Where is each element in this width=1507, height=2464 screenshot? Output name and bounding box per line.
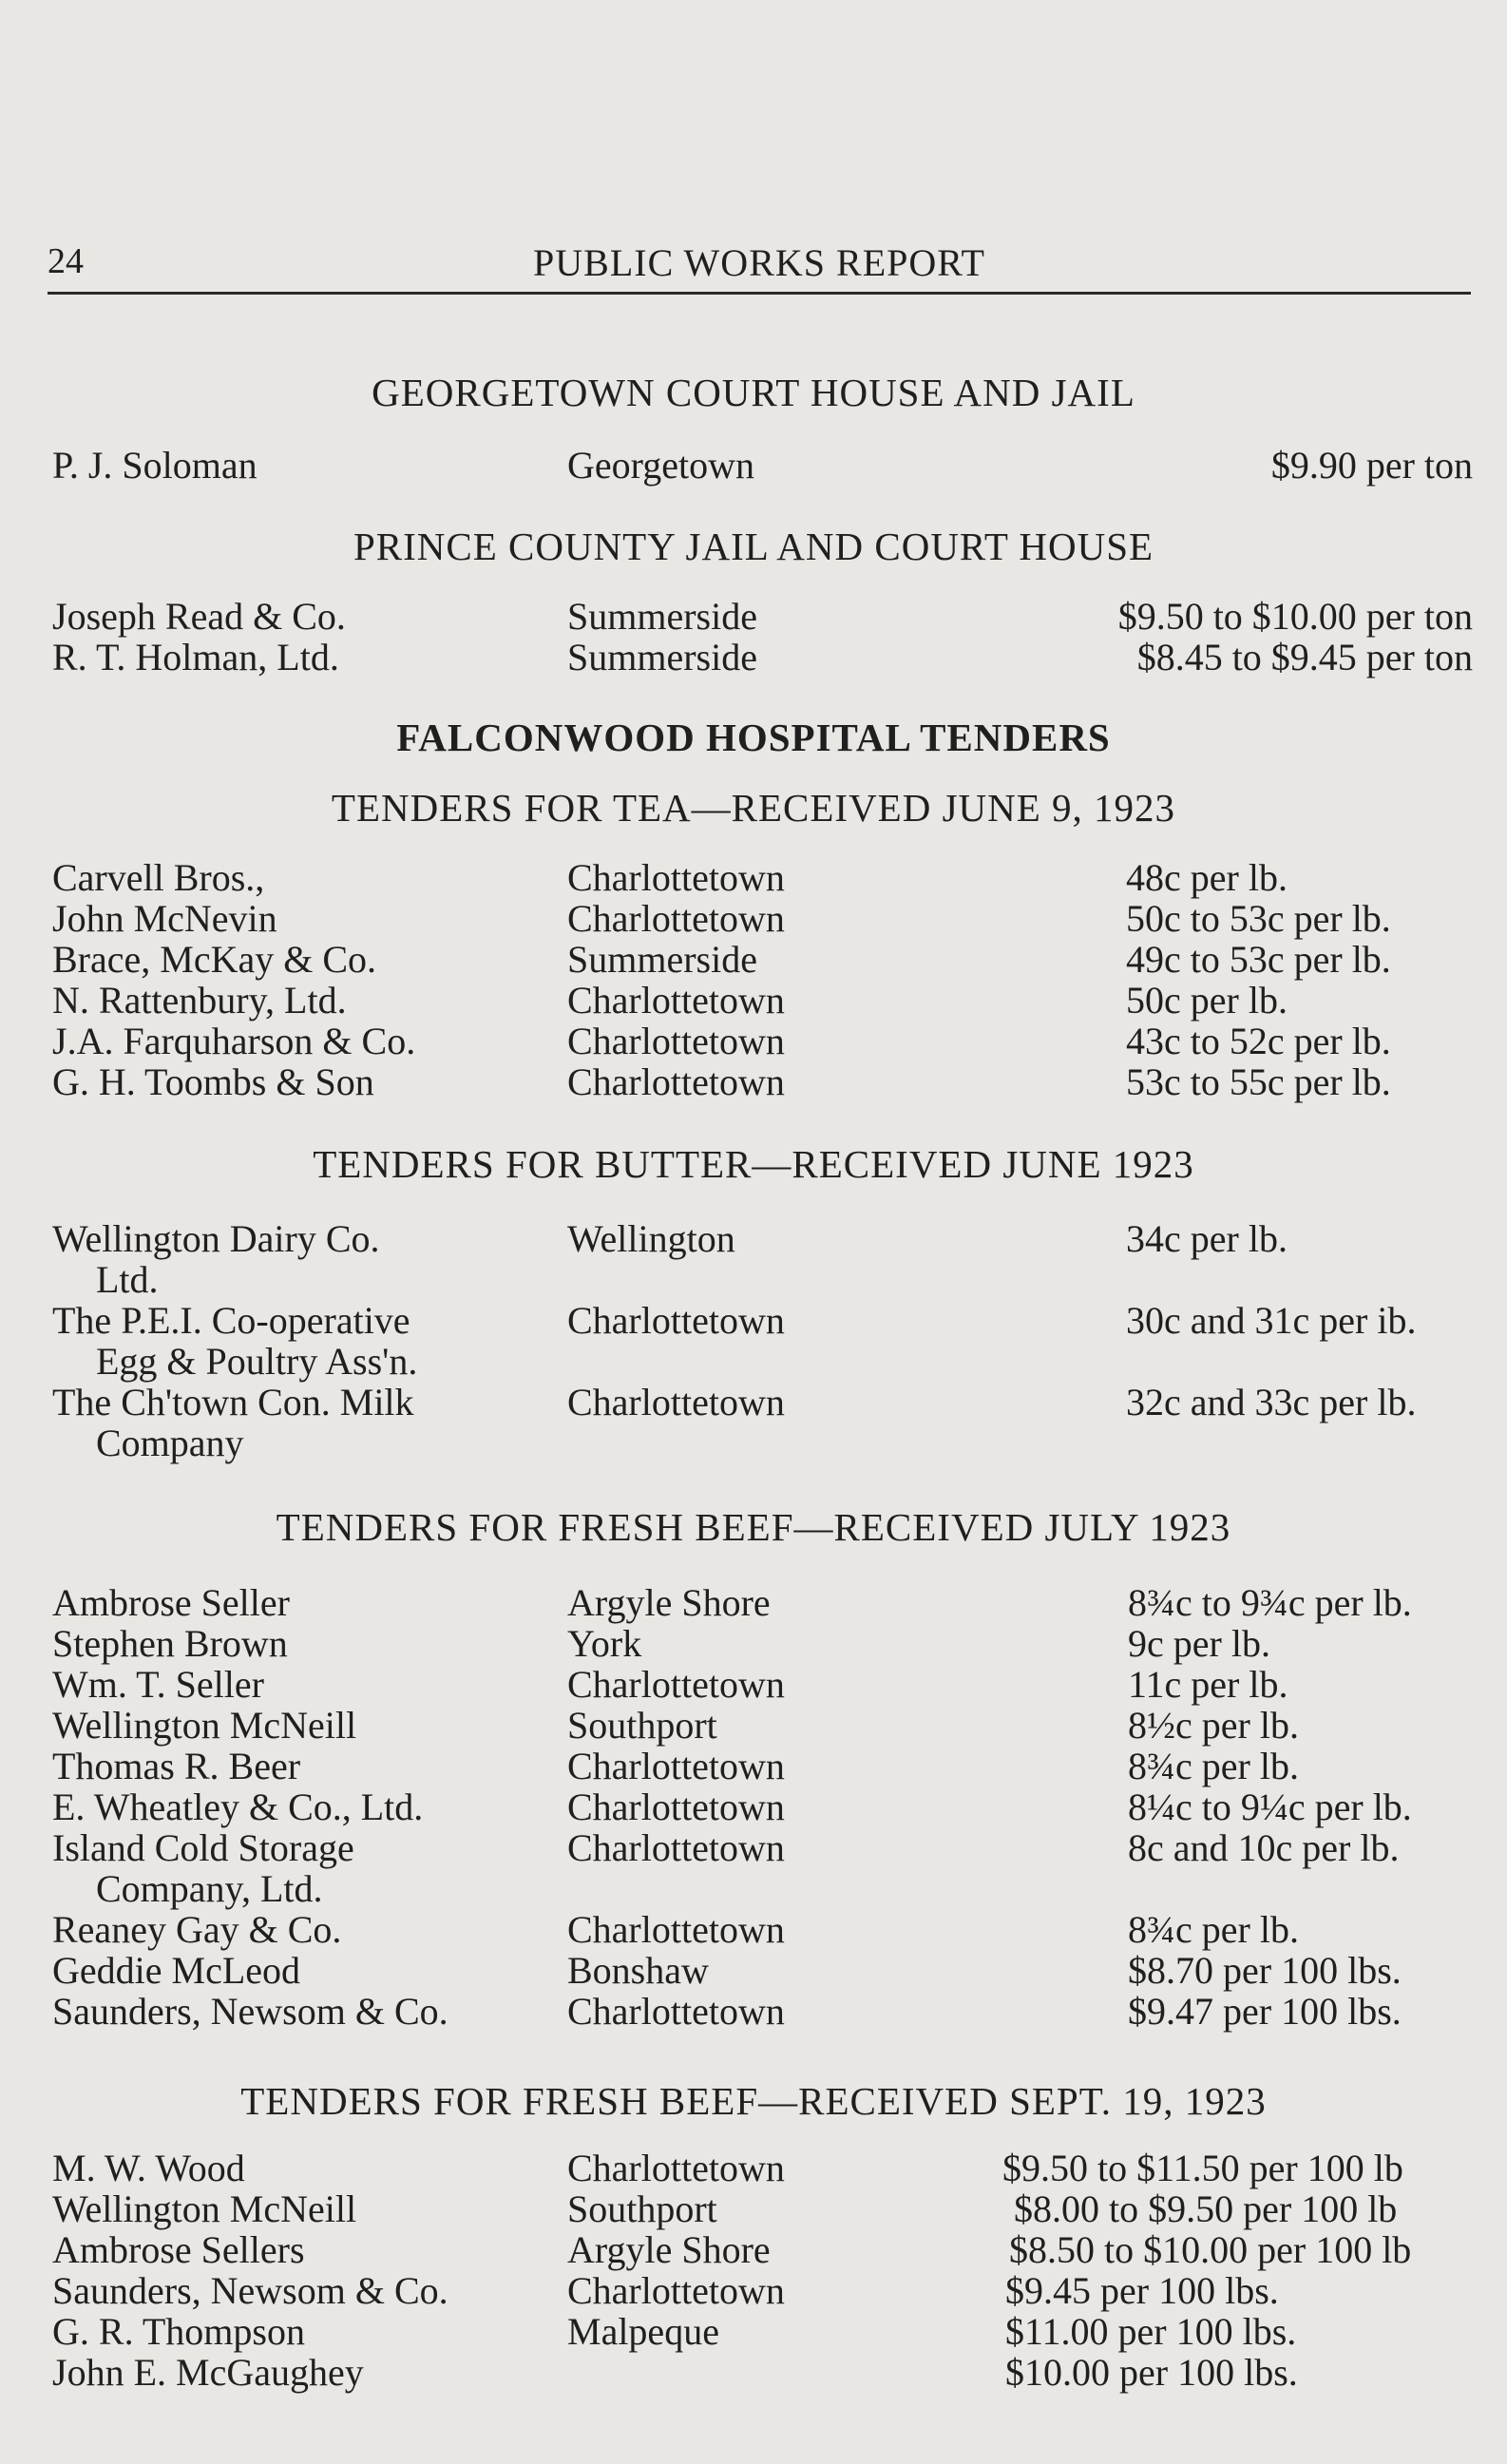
tenderer-place: Summerside	[567, 595, 757, 638]
tenderer-place: Charlottetown	[567, 2269, 785, 2312]
tenderer-name: Carvell Bros.,	[52, 856, 265, 899]
tender-price: 8¾c to 9¾c per lb.	[1128, 1581, 1412, 1624]
tenderer-place: Argyle Shore	[567, 2228, 771, 2271]
tender-price: 48c per lb.	[1126, 856, 1288, 899]
tender-price: 53c to 55c per lb.	[1126, 1060, 1391, 1103]
tenderer-name: Brace, McKay & Co.	[52, 938, 377, 981]
running-head: PUBLIC WORKS REPORT	[533, 241, 985, 284]
tenderer-place: Wellington	[567, 1217, 735, 1260]
section-heading: FALCONWOOD HOSPITAL TENDERS	[396, 716, 1111, 759]
tenderer-name: Ambrose Sellers	[52, 2228, 305, 2271]
tenderer-name: Wellington McNeill	[52, 2187, 357, 2230]
tenderer-name: The P.E.I. Co-operative Egg & Poultry Ass'n.	[52, 1299, 418, 1383]
section-georgetown	[0, 369, 1507, 416]
tenderer-name: R. T. Holman, Ltd.	[52, 636, 339, 678]
tenderer-name: G. R. Thompson	[52, 2310, 305, 2353]
tenderer-place: Charlottetown	[567, 1299, 785, 1342]
tenderer-name: Stephen Brown	[52, 1622, 288, 1665]
tenderer-name: Geddie McLeod	[52, 1949, 301, 1992]
tenderer-name: Island Cold Storage Company, Ltd.	[52, 1826, 354, 1910]
tenderer-name: Wellington McNeill	[52, 1704, 357, 1747]
tenderer-place: Charlottetown	[567, 1990, 785, 2033]
tenderer-name: Reaney Gay & Co.	[52, 1908, 342, 1951]
tender-price: 8c and 10c per lb.	[1128, 1826, 1400, 1869]
tenderer-name: J.A. Farquharson & Co.	[52, 1020, 416, 1062]
section-heading: TENDERS FOR FRESH BEEF—RECEIVED JULY 1923	[276, 1505, 1231, 1549]
section-heading: GEORGETOWN COURT HOUSE AND JAIL	[372, 371, 1135, 414]
tenderer-name: M. W. Wood	[52, 2147, 245, 2189]
tender-price: $9.50 to $10.00 per ton	[1117, 595, 1473, 638]
tender-price: $9.50 to $11.50 per 100 lb	[1002, 2147, 1403, 2189]
tender-price: 9c per lb.	[1128, 1622, 1270, 1665]
tenderer-name: Joseph Read & Co.	[52, 595, 346, 638]
tenderer-place: Malpeque	[567, 2310, 719, 2353]
section-heading: TENDERS FOR FRESH BEEF—RECEIVED SEPT. 19, 1923	[240, 2079, 1267, 2123]
tender-price: 8¾c per lb.	[1128, 1745, 1299, 1787]
tenderer-name: E. Wheatley & Co., Ltd.	[52, 1786, 424, 1828]
tenderer-place: Charlottetown	[567, 856, 785, 899]
tenderer-name: Ambrose Seller	[52, 1581, 290, 1624]
tender-price: 8¾c per lb.	[1128, 1908, 1299, 1951]
tenderer-place: Georgetown	[567, 444, 754, 487]
tenderer-place: Bonshaw	[567, 1949, 709, 1992]
tender-price: $11.00 per 100 lbs.	[1005, 2310, 1297, 2353]
tender-price: 43c to 52c per lb.	[1126, 1020, 1391, 1062]
tender-price: $10.00 per 100 lbs.	[1005, 2351, 1298, 2394]
tenderer-name: John McNevin	[52, 897, 277, 940]
tender-price: $9.90 per ton	[1270, 444, 1473, 487]
tenderer-name: Saunders, Newsom & Co.	[52, 1990, 448, 2033]
tender-price: $8.70 per 100 lbs.	[1128, 1949, 1402, 1992]
tender-price: 34c per lb.	[1126, 1217, 1288, 1260]
tenderer-place: York	[567, 1622, 642, 1665]
tenderer-place: Summerside	[567, 636, 757, 678]
tender-price: 49c to 53c per lb.	[1126, 938, 1391, 981]
tenderer-name: G. H. Toombs & Son	[52, 1060, 374, 1103]
tenderer-place: Charlottetown	[567, 1826, 785, 1869]
tender-price: 11c per lb.	[1128, 1663, 1288, 1706]
section-falconwood	[0, 714, 1507, 761]
tenderer-place: Argyle Shore	[567, 1581, 771, 1624]
header-rule	[48, 292, 1471, 295]
tenderer-place: Charlottetown	[567, 897, 785, 940]
tenderer-name: Wellington Dairy Co. Ltd.	[52, 1217, 380, 1301]
tenderer-name: John E. McGaughey	[52, 2351, 364, 2394]
tenderer-name: Saunders, Newsom & Co.	[52, 2269, 448, 2312]
section-heading: PRINCE COUNTY JAIL AND COURT HOUSE	[353, 525, 1154, 568]
section-tea	[0, 784, 1507, 831]
tenderer-place: Charlottetown	[567, 1745, 785, 1787]
tender-price: 50c per lb.	[1126, 979, 1288, 1022]
tenderer-place: Southport	[567, 1704, 717, 1747]
tender-price: $8.45 to $9.45 per ton	[1136, 636, 1473, 678]
tenderer-place: Charlottetown	[567, 1786, 785, 1828]
tender-price: $9.45 per 100 lbs.	[1005, 2269, 1279, 2312]
tender-price: 8½c per lb.	[1128, 1704, 1299, 1747]
tender-price: 50c to 53c per lb.	[1126, 897, 1391, 940]
tender-price: $8.00 to $9.50 per 100 lb	[1014, 2187, 1398, 2230]
section-beef-july	[0, 1503, 1507, 1551]
tenderer-place: Charlottetown	[567, 1663, 785, 1706]
tender-price: $9.47 per 100 lbs.	[1128, 1990, 1402, 2033]
tenderer-place: Charlottetown	[567, 1908, 785, 1951]
page-header	[48, 240, 1471, 297]
tenderer-name: Thomas R. Beer	[52, 1745, 301, 1787]
page-number: 24	[48, 241, 84, 281]
tenderer-place: Charlottetown	[567, 979, 785, 1022]
section-heading: TENDERS FOR TEA—RECEIVED JUNE 9, 1923	[331, 786, 1176, 830]
tenderer-name: The Ch'town Con. Milk Company	[52, 1381, 414, 1464]
tenderer-name: N. Rattenbury, Ltd.	[52, 979, 347, 1022]
tenderer-place: Summerside	[567, 938, 757, 981]
tenderer-place: Charlottetown	[567, 2147, 785, 2189]
tender-price: 32c and 33c per lb.	[1126, 1381, 1417, 1423]
section-butter	[0, 1140, 1507, 1188]
tenderer-name: Wm. T. Seller	[52, 1663, 264, 1706]
tenderer-place: Charlottetown	[567, 1060, 785, 1103]
tenderer-name: P. J. Soloman	[52, 444, 258, 487]
section-prince-county	[0, 523, 1507, 570]
tenderer-place: Charlottetown	[567, 1020, 785, 1062]
tender-price: 30c and 31c per ib.	[1126, 1299, 1417, 1342]
tender-price: $8.50 to $10.00 per 100 lb	[1009, 2228, 1412, 2271]
section-beef-sept	[0, 2077, 1507, 2125]
tenderer-place: Southport	[567, 2187, 717, 2230]
section-heading: TENDERS FOR BUTTER—RECEIVED JUNE 1923	[313, 1142, 1194, 1186]
tender-price: 8¼c to 9¼c per lb.	[1128, 1786, 1412, 1828]
tenderer-place: Charlottetown	[567, 1381, 785, 1423]
